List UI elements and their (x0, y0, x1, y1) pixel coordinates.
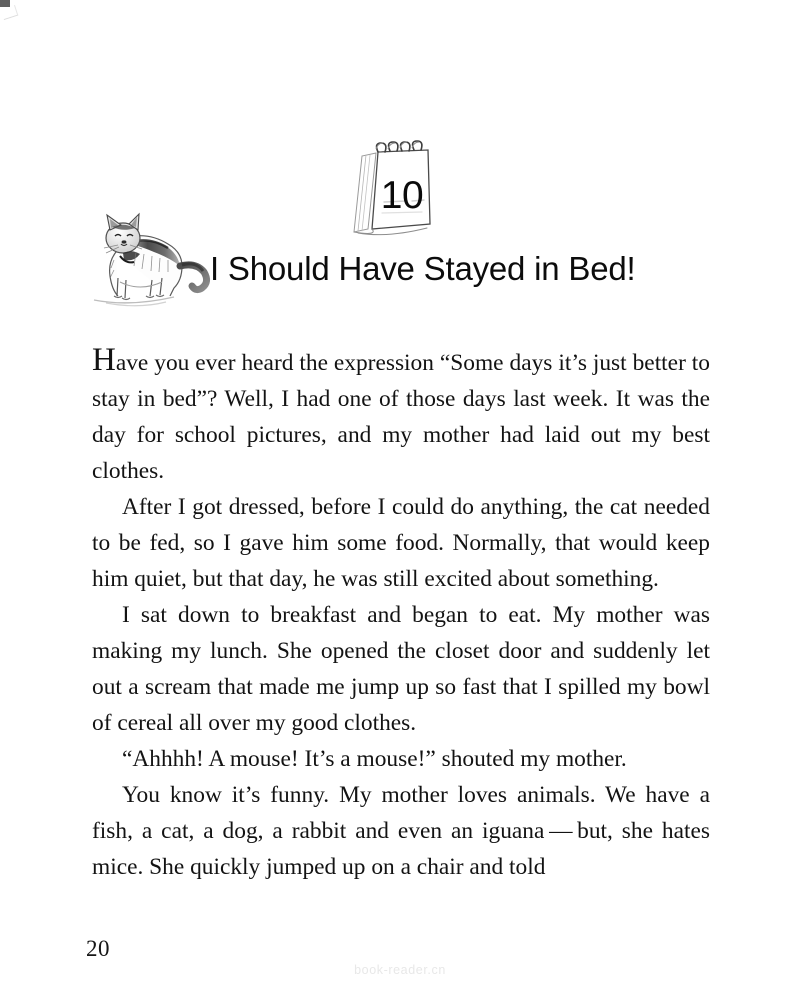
chapter-header (0, 0, 800, 320)
paragraph: After I got dressed, before I could do anything, the cat needed to be fed, so I gave him some food. Normally, that would keep him quiet, but that day, he was still excited about something. (92, 494, 710, 592)
cat-illustration (90, 208, 218, 308)
chapter-number: 10 (380, 174, 424, 217)
chapter-body (92, 344, 710, 885)
page-number: 20 (86, 936, 110, 961)
watermark: book-reader.cn (354, 963, 446, 977)
paragraph: You know it’s funny. My mother loves animals. We have a fish, a cat, a dog, a rabbit and even an iguana — but, she hates mice. She quickly jumped up on a chair and told (92, 782, 710, 880)
page-title: I Should Have Stayed in Bed! (210, 250, 636, 287)
paragraph: “Ahhhh! A mouse! It’s a mouse!” shouted my mother. (122, 746, 627, 772)
desk-calendar-icon (332, 136, 450, 244)
paragraph: Have you ever heard the expression “Some days it’s just better to stay in bed”? Well, I had one of those days last week. It was the day for school pictures, and my mother had laid out my best clothes. (92, 342, 710, 484)
paragraph: I sat down to breakfast and began to eat. My mother was making my lunch. She opened the closet door and suddenly let out a scream that made me jump up so fast that I spilled my bowl of cereal all over my good clothes. (92, 602, 710, 736)
